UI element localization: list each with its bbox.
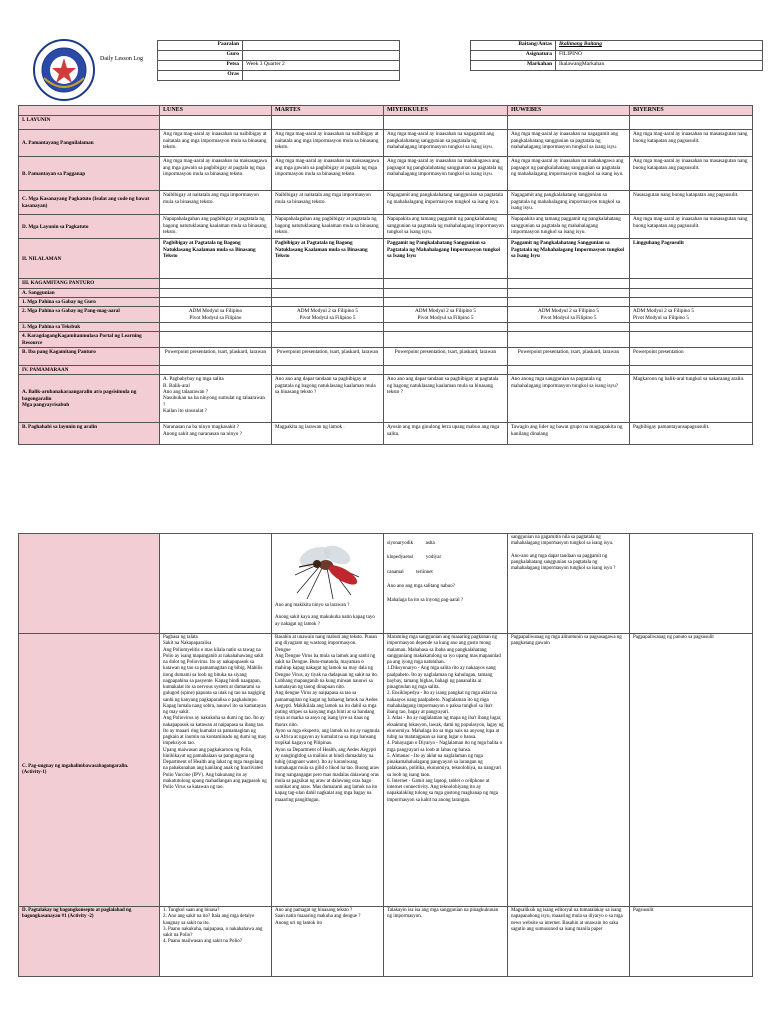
cell-miyerkules [384, 366, 508, 375]
info-value: FILIPINO [556, 51, 763, 61]
row-label: C. Mga Kasanayang Pagkatuto (Isulat ang code ng bawat kasanayan) [19, 191, 160, 215]
row-label: A. Pamantayang Pangnilalaman [19, 130, 160, 157]
document-title: Daily Lesson Log [100, 56, 143, 62]
cell-lunes [160, 534, 272, 634]
info-label: Baitang/Antas [471, 41, 556, 51]
cell-biyernes [630, 279, 753, 288]
table-row [19, 348, 753, 366]
cell-lunes: Naibibigay at naitatala ang mga impormasyon mula sa binasang teksto. [160, 191, 272, 215]
cell-biyernes: ADM Modyul 2 sa Filipino 5 Pivot Modyul sa Filipino 5 [630, 307, 753, 323]
info-row [471, 51, 763, 61]
table-row [19, 116, 753, 130]
cell-martes [272, 323, 384, 332]
table-row [19, 634, 753, 907]
cell-biyernes: Ang mga mag-aaral ay inaasahan na masasagutan nang buong katapatan ang pagsusulit. [630, 130, 753, 157]
cell-huwebes: Nagagamit ang pangkalahatang sanggunian sa pagtatala ng mahahalagang impormasyon tungkol sa isang isyu. [508, 191, 630, 215]
cell-miyerkules [384, 116, 508, 130]
cell-biyernes [630, 298, 753, 307]
info-label: Paaralan [158, 41, 243, 51]
cell-miyerkules: Napapakita ang tamang paggamit ng pangkalahatang sanggunian sa pagtatala ng mahahalagang impormasyon tungkol sa isang isyu. [384, 215, 508, 239]
cell-martes [272, 534, 384, 634]
cell-martes: Napapahalagahan ang pagbibigay at pagtatala ng bagong natutuklasang kaalaman mula sa binasang teksto. [272, 215, 384, 239]
cell-biyernes: Magkaroon ng balik-aral tungkol sa nakaraang aralin. [630, 375, 753, 423]
scrambled-word-2: klopedyaensi yodiyar [387, 555, 442, 561]
school-info-table [157, 40, 400, 81]
cell-biyernes [630, 534, 753, 634]
cell-huwebes: ADM Modyul 2 sa Filipino 5 Pivot Modyul sa Filipino 5 [508, 307, 630, 323]
row-label: 1. Mga Pahina sa Gabay ng Guro [19, 298, 160, 307]
cell-martes [272, 332, 384, 348]
row-label: I. LAYUNIN [19, 116, 160, 130]
row-label: 3. Mga Pahina sa Teksbuk [19, 323, 160, 332]
table-row [19, 130, 753, 157]
cell-miyerkules: Paggamit ng Pangkalahatang Sanggunian sa Pagtatala ng Mahahalagang Impormasyon tungkol sa Isang Isyu [384, 239, 508, 279]
info-label: Asignatura [471, 51, 556, 61]
info-row [471, 41, 763, 51]
row-label: C. Pag-uugnay ng mgahalimbawasabagongaralin. (Activity-1) [19, 634, 160, 907]
cell-huwebes: Paggamit ng Pangkalahatang Sanggunian sa Pagtatala ng Mahahalagang Impormasyon tungkol sa Isang Isyu [508, 239, 630, 279]
table-row [19, 323, 753, 332]
page-1 [0, 0, 768, 490]
cell-huwebes: Magsaliksik ng isang editoryal na tumatalakay sa isang napapanahong isyu, maaaring mula sa diyaryo o sa mga news website sa internet. Basahin at unawain ito saka sagutin ang sumusunod sa isang manila paper [508, 907, 630, 977]
cell-lunes: Ang mga mag-aaral ay inaasahan na naibibigay at naitatala ang mga impormasyon mula sa binasang teksto. [160, 130, 272, 157]
mosquito-image [289, 537, 367, 601]
table-row [19, 423, 753, 445]
row-label [19, 534, 160, 634]
row-label: II. NILALAMAN [19, 239, 160, 279]
info-value: Week 3 Quarter 2 [243, 61, 400, 71]
cell-martes: Basahin at unawain nang mabuti ang teksto. Punan ang diyagram ng wastong impormasyon. Dengue Ang Dengue Virus ba mula sa lamok ang sanhi ng sakit na Dengue. Buto-matanda, mayaman o mahirap kapag nakagat ng lamok na may dala ng Dengue Virus, ay tiyak na dadapuan ng sakit na ito. Lubhang mapanganib na kung minsan nauuwi sa kamatayan ng taong dinapuan nito. Ang dengue Virus ay naipapasa sa tao sa pamamagitan ng kagat ng babaeng lamok na Aedes Aegypti. Makikilala ang lamok na ito dahil sa mga puting stripes sa kanyang mga binti at sa bandang tiyan at marka sa anyo ng isang lyre sa itaas ng thorax nito. Ayon sa mga eksperto, ang lamok na ito ay nagmula sa Africa at ngayon ay kumalat na sa mga bansang tropikal kagaya ng Pilipinas. Ayon sa Department of Health, ang Aedes Aegypti ay nangingitlog sa malinis at hindi dumadaloy na tubig (stagnant water). Ito ay karaniwang kumakagat mula sa gilid o likod na tao. Buong araw itong nangangagat pero mas madalas dalawang oras mula sa pagsikat ng araw at dalawang oras bago sumikat ang araw. Mas dumarami ang lamok na ito kapag tag-ulan dahil nagkalat ang mga bagay na maaaring pangitlugan. [272, 634, 384, 907]
cell-lunes: Naranasan na ba ninyo magkasakit ? Anong sakit ang naranasan na ninyo ? [160, 423, 272, 445]
row-label: A. Sanggunian [19, 288, 160, 297]
huwebes-text-1: sanggunian na gagamitin nila sa pagtatala ng mahahalagang impormasyon tungkol sa isang isyu. [511, 535, 614, 547]
cell-biyernes: Lingguhang Pagsusulit [630, 239, 753, 279]
info-label: Petsa [158, 61, 243, 71]
table-row [19, 332, 753, 348]
cell-miyerkules: Ang mga mag-aaral ay inaasahan na nagagamit ang pangkalahatang sanggunian sa pagtatala ng mahahalagang impormasyon tungkol sa isang isyu. [384, 130, 508, 157]
row-label: III. KAGAMITANG PANTURO [19, 279, 160, 288]
miyerkules-question-1: Ano ano ang mga salitang nabuo? [387, 583, 455, 589]
cell-miyerkules: Ang mga mag-aaral ay inaasahan na makakagawa ang pagsagot ng pangkalahatang sanggunian sa pagtatala ng mahahalagang impormasyon tungkol sa isang isyu. [384, 157, 508, 191]
info-row [158, 71, 400, 81]
cell-huwebes: Ang mga mag-aaral ay inaasahan na nagagamit ang pangkalahatang sanggunian sa pagtatala ng mahahalagang impormasyon tungkol sa isang isyu. [508, 130, 630, 157]
cell-martes [272, 366, 384, 375]
cell-martes: Pagbibigay at Pagtatala ng Bagong Natuklasang Kaalaman mula sa Binasang Teksto [272, 239, 384, 279]
cell-huwebes [508, 332, 630, 348]
day-header: BIYERNES [630, 106, 753, 116]
cell-miyerkules: Maraming mga sanggunian ang maaaring pagkunan ng impormasyon depende sa kung ano ang gusto mong malaman. Mahahasa sa ibaba ang pangkalahatang sangguniang makakatulong sa iyo upang mas mapaunlad pa ang iyong mga natutuhan. 1.Diksyonaryo - Ang mga salita rito ay nakaayos nang paalpabeto. Ito ay naglalaman ng kahulugan, tamang baybay, tamang bigkas, bahagi ng pananalita at pinagmulan ng mga salita. 2. Ensiklopedya - Ito ay isang pangkat ng mga aklat na nakaayos nang paalpabeto. Naglalaman ito ng mga mahahalagang impormasyon o paksa tungkol sa iba't ibang tao, bagay at pangyayari. 3. Atlas - Ito ay naglalaman ng mapa ng iba't ibang lugar, eksaktong lokasyon, lawak, dami ng populasyon, lagay ng ekonomiya. Mahalaga ito sa mga nais na anyong lupa at tubig na matatagpuan sa isang lugar o bansa. 4. Pahayagan o Diyaryo - Naglalaman ito ng mga balita o mga pangyayari sa loob at labas ng bansa. 5. Almanac - Ito ay aklat na naglalaman ng mga pinakamahahalagang pangyayari sa larangan ng palakasan, politika, ekonomiya, teknolohiya, na nangyari sa loob ng isang taon. 6. Internet - Gamit ang laptop, tablet o cellphone at internet connectivity. Ang teknolohiyang ito ay napakalaking tulong sa mga gustong maghanap ng mga impormasyon sa kahit na anong larangan. [384, 634, 508, 907]
cell-lunes [160, 298, 272, 307]
cell-lunes: Pagbasa ng talata Sakit na Nakapaparalisa Ang Poliomyelitis o mas kilala natin sa tawag na Polio ay isang mapanganib at nakahahawang sakit na dulot ng Poliovirus. Ito ay nakapupasok sa katawan ng tao sa pamamagitan ng bibig. Mabilis itong dumami sa loob ng bituka na siyang nagpapahina sa pasyente. Kapag hindi naagapan, kumakalat ito sa nervous system at dumarami sa gulugod (spine) papunta sa utak ng tao na nagiging sanhi ng kanyang pagkaparalisa o pagkalumpo. Kapag lumala nang sobra, nauuwi ito sa kamatayan ng may sakit. Ang Poliovirus ay nakukuha sa dumi ng tao. Ito ay nakapapasok sa katawan at naipapasa sa ibang tao. Ito ay maaari ring kumalat sa pamamagitan ng pagkain at inumin na kontaminado ng dumi ng may impeksiyon tao. Upang maiwasan ang pagkakaroon ng Polio, hinihikayat ng pamahalaan sa pangunguna ng Department of Health ang lahat ng mga magulang na pabakunahan ang kanilang anak ng Inactivated Polio Vaccine (IPV). Ang bakunang ito ay makatutulong upang mahadlangan ang pagpasok ng Polio Virus sa katawan ng tao. [160, 634, 272, 907]
cell-biyernes [630, 332, 753, 348]
cell-biyernes [630, 323, 753, 332]
cell-miyerkules [384, 534, 508, 634]
cell-biyernes: Powerpoint presentation [630, 348, 753, 366]
table-row [19, 288, 753, 297]
cell-lunes: Napapahalagahan ang pagbibigay at pagtatala ng bagong natutuklasang kaalaman mula sa binasang teksto. [160, 215, 272, 239]
cell-huwebes [508, 534, 630, 634]
cell-huwebes: Tawagin ang lider ng bawat grupo na magpapakita ng kanilang dinalang [508, 423, 630, 445]
martes-question-1: Ano ang makikita ninyo sa larawan ? [275, 603, 350, 608]
day-header: MIYERKULES [384, 106, 508, 116]
cell-martes: Ano ang pamagat ng binasang teksto ? Saan natin maaaring makuha ang dengue ? Anong uri ng lamok ito [272, 907, 384, 977]
table-row [19, 307, 753, 323]
table-row [19, 157, 753, 191]
martes-question-2: Anong sakit kaya ang makukuha natin kapag tayo ay nakagat ng lamok ? [275, 615, 375, 627]
cell-lunes: ADM Modyul sa Filipino Pivot Modyul sa Filipino [160, 307, 272, 323]
info-row [158, 41, 400, 51]
day-header: LUNES [160, 106, 272, 116]
cell-miyerkules [384, 298, 508, 307]
cell-miyerkules [384, 279, 508, 288]
table-row [19, 366, 753, 375]
cell-biyernes [630, 116, 753, 130]
cell-lunes: 1. Tungkol saan ang binasa? 2. Ano ang sakit na ito? Itala ang mga detalye kaugnay sa sakit na ito. 3. Paano nakukuha, naipapasa, o nakahahawa ang sakit na Polio? 4. Paano maiiwasan ang sakit na Polio? [160, 907, 272, 977]
cell-miyerkules: Ano ano ang dapat tandaan sa pagbibigay at pagtatala ng bagong natuklasang kaalaman mula sa binasang teksto ? [384, 375, 508, 423]
cell-lunes [160, 288, 272, 297]
page-2 [0, 533, 768, 1024]
cell-miyerkules [384, 332, 508, 348]
cell-huwebes: Napapakita ang tamang paggamit ng pangkalahatang sanggunian sa pagtatala ng mahahalagang impormasyon tungkol sa isang isyu. [508, 215, 630, 239]
cell-biyernes [630, 366, 753, 375]
cell-biyernes: Nasasagutan nang buong katapatan ang pagsusulit. [630, 191, 753, 215]
cell-miyerkules [384, 288, 508, 297]
cell-huwebes [508, 279, 630, 288]
miyerkules-question-2: Mahalaga ba ito sa inyong pag-aaral ? [387, 598, 464, 603]
table-row [19, 534, 753, 634]
info-row [471, 61, 763, 71]
info-value [243, 51, 400, 61]
cell-biyernes [630, 288, 753, 297]
corner-cell [19, 106, 160, 116]
cell-martes: Magpakita ng larawan ng lamok . [272, 423, 384, 445]
cell-martes: Naibibigay at naitatala ang mga impormasyon mula sa binasang teksto. [272, 191, 384, 215]
info-value: Ikalimang Baitang [556, 41, 763, 51]
cell-martes: Ang mga mag-aaral ay inaasahan na naibibigay at naitatala ang mga impormasyon mula sa binasang teksto. [272, 130, 384, 157]
cell-biyernes: Pagsusulit [630, 907, 753, 977]
day-header-row [19, 106, 753, 116]
table-row [19, 279, 753, 288]
cell-martes: Ano ano ang dapat tandaan sa pagbibigay at pagtatala ng bagong natuklasang kaalaman mula sa binasang teksto ? [272, 375, 384, 423]
info-label: Markahan [471, 61, 556, 71]
cell-martes [272, 279, 384, 288]
cell-martes: ADM Modyul 2 sa Filipino 5 Pivot Modyul sa Filipino 5 [272, 307, 384, 323]
cell-huwebes [508, 366, 630, 375]
row-label: 2. Mga Pahina sa Gabay ng Pang-mag-aaral [19, 307, 160, 323]
table-row [19, 215, 753, 239]
cell-biyernes: Pagpapaliwanag ng panuto sa pagsusulit [630, 634, 753, 907]
cell-martes [272, 298, 384, 307]
cell-miyerkules: Nagagamit ang pangkalahatang sanggunian sa pagtatala ng mahahalagang impormasyon tungkol sa isang isyu. [384, 191, 508, 215]
table-row [19, 298, 753, 307]
cell-huwebes [508, 298, 630, 307]
lesson-log-table-continued [18, 533, 753, 977]
scrambled-word-1: siyonaryodik aslta [387, 541, 435, 546]
cell-lunes: A. Pagbabybay ng mga salita B. Balik-aral Ano ang talaarawan ? Nasubukan na ba ninyong sumulat ng talaarawan ? Kailan ito sinusulat ? [160, 375, 272, 423]
row-label: D. Pagtalakay ng bagongkonsepto at paglalahad ng bagongkasanayan #1 (Activity -2) [19, 907, 160, 977]
cell-lunes [160, 366, 272, 375]
cell-lunes: Powerpoint presentation, tsart, plaskard, larawan [160, 348, 272, 366]
cell-lunes [160, 323, 272, 332]
cell-lunes: Pagbibigay at Pagtatala ng Bagong Natuklasang Kaalaman mula sa Binasang Teksto [160, 239, 272, 279]
info-label: Oras [158, 71, 243, 81]
info-label: Guro [158, 51, 243, 61]
table-row [19, 375, 753, 423]
cell-miyerkules: Ayusin ang mga ginulong letra upang mabuo ang mga salita. [384, 423, 508, 445]
lesson-log-table [18, 105, 753, 445]
cell-huwebes: Ang mga mag-aaral ay inaasahan na makakagawa ang pagsagot ng pangkalahatang sanggunian sa pagtatala ng mahahalagang impormasyon tungkol sa isang isyu. [508, 157, 630, 191]
row-label: B. Iba pang Kagamitang Panturo [19, 348, 160, 366]
cell-huwebes [508, 288, 630, 297]
cell-miyerkules [384, 323, 508, 332]
day-header: MARTES [272, 106, 384, 116]
cell-biyernes: Ang mga mag-aaral ay inaasahan na masasagutan nang buong katapatan ang pagsusulit. [630, 215, 753, 239]
cell-huwebes: Powerpoint presentation, tsart, plaskard, larawan [508, 348, 630, 366]
cell-martes [272, 116, 384, 130]
cell-lunes: Ang mga mag-aaral ay inaasahan na maisasagawa ang mga gawain sa pagbibigay at pagtala ng mga impormasyon mula sa binasang teksto. [160, 157, 272, 191]
cell-huwebes: Ano anong mga sanggunian sa pagtatala ng mahahalagang impormasyon tungkol sa isang isyu? [508, 375, 630, 423]
scrambled-word-3: canamal teriinnet [387, 569, 433, 575]
cell-huwebes [508, 323, 630, 332]
table-row [19, 239, 753, 279]
cell-miyerkules: Powerpoint presentation, tsart, plaskard, larawan [384, 348, 508, 366]
info-value [243, 71, 400, 81]
table-row [19, 191, 753, 215]
cell-martes: Powerpoint presentation, tsart, plaskard, larawan [272, 348, 384, 366]
table-row [19, 907, 753, 977]
row-label: B. Pamantayan sa Pagganap [19, 157, 160, 191]
info-value: IkalawangMarkahan [556, 61, 763, 71]
cell-lunes [160, 279, 272, 288]
info-value [243, 41, 400, 51]
row-label: A. Balik-arubanakaraangaralin at/o pagsisimula ng bagongaralin Mga pangyayrisabuh [19, 375, 160, 423]
grade-info-table [470, 40, 763, 71]
cell-huwebes: Pagpapaliwanag ng mga alituntunin sa pagsasagawa ng pangkatang gawain [508, 634, 630, 907]
cell-miyerkules: Talakayin isa isa ang mga sanggunian na pinagkukunan ng impormasyon. [384, 907, 508, 977]
row-label: 4. KaragdagangKagamitanmulasa Portal ng Learning Resource [19, 332, 160, 348]
row-label: D. Mga Layunin sa Pagkatuto [19, 215, 160, 239]
deped-seal-logo [32, 38, 96, 102]
day-header: HUWEBES [508, 106, 630, 116]
cell-lunes [160, 116, 272, 130]
info-row [158, 51, 400, 61]
cell-lunes [160, 332, 272, 348]
row-label: B. Paghahabi sa layunin ng aralin [19, 423, 160, 445]
info-row [158, 61, 400, 71]
huwebes-text-2: Ano-ano ang mga dapat tandaan sa paggamit ng pangkalahatang sanggunian sa pagtatala ng mahahalagang impormasyon tungkol sa isang isyu ? [511, 553, 616, 571]
cell-biyernes: Pagbibigay pamantayansapagsusulit. [630, 423, 753, 445]
cell-martes [272, 288, 384, 297]
cell-biyernes: Ang mga mag-aaral ay inaasahan na masasagutan nang buong katapatan ang pagsusulit. [630, 157, 753, 191]
cell-martes: Ang mga mag-aaral ay inaasahan na maisasagawa ang mga gawain sa pagbibigay at pagtala ng mga impormasyon mula sa binasang teksto. [272, 157, 384, 191]
cell-huwebes [508, 116, 630, 130]
cell-miyerkules: ADM Modyul 2 sa Filipino 5 Pivot Modyul sa Filipino 5 [384, 307, 508, 323]
row-label: IV. PAMAMARAAN [19, 366, 160, 375]
